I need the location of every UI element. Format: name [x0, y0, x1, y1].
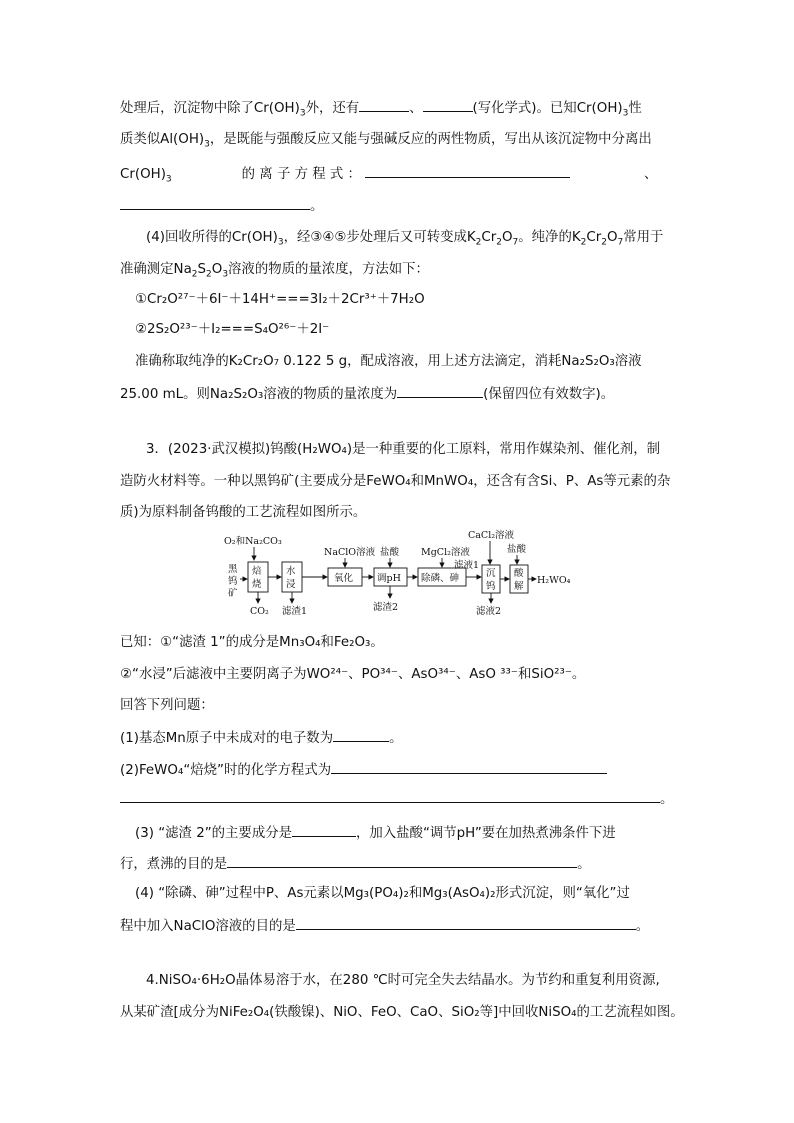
answer-blank[interactable]: [292, 822, 356, 837]
feed-hcl-1: 盐酸: [380, 547, 400, 558]
q3-sub-1: (1)基态Mn原子中未成对的电子数为 。: [120, 727, 402, 749]
q2-line-2: 质类似$Al(OH)_3$，是既能与强酸反应又能与强碱反应的两性物质，写出从该沉淀物中分离出: [120, 132, 652, 150]
q3-sub-4: (4) “除磷、砷”过程中P、As元素以Mg₃(PO₄)₂和Mg₃(AsO₄)₂形式沉淀，则“氧化”过: [135, 886, 630, 901]
feed-naclo: NaClO溶液: [324, 547, 376, 558]
acid-label-1: 酸: [514, 568, 524, 579]
filtrate-1-label: 滤液1: [454, 560, 480, 571]
q3-line-2: 造防火材料等。一种以黑钨矿(主要成分是FeWO₄和MnWO₄，还含有含Si、P、As等元素的杂: [120, 474, 671, 489]
q3-line-1: 3．(2023·武汉模拟)钨酸(H₂WO₄)是一种重要的化工原料，常用作媒染剂、催化剂，制: [146, 442, 661, 457]
answer-blank[interactable]: [423, 97, 473, 112]
answer-blank[interactable]: [331, 759, 607, 774]
known-1: 已知：①“滤渣 1”的成分是Mn₃O₄和Fe₂O₃。: [120, 635, 384, 650]
q2-line-4: 。: [120, 195, 323, 217]
remove-p-as-label: 除磷、砷: [421, 573, 460, 584]
feed-cacl2: CaCl₂溶液: [468, 530, 515, 541]
ore-label-3: 矿: [228, 588, 238, 599]
q2-part4-line-1: (4)回收所得的$Cr(OH)_3$，经③④⑤步处理后又可转变成$K_2Cr_2O_7$。纯净的$K_2Cr_2O_7$常用于: [146, 230, 664, 248]
q2-line-1: 处理后，沉淀物中除了$Cr(OH)_3$外，还有 、 (写化学式)。已知$Cr(OH)_3$性: [120, 97, 642, 119]
roast-label-2: 烧: [252, 579, 262, 590]
q2-part4-line-4: 25.00 mL。则Na₂S₂O₃溶液的物质的量浓度为 (保留四位有效数字)。: [120, 383, 614, 405]
answer-blank[interactable]: [365, 163, 570, 178]
filtrate-2-label: 滤液2: [476, 606, 502, 617]
ore-label-1: 黑: [228, 564, 238, 575]
feed-hcl-2: 盐酸: [507, 544, 527, 555]
q4-line-2: 从某矿渣[成分为NiFe₂O₄(铁酸镍)、NiO、FeO、CaO、SiO₂等]中回收NiSO₄的工艺流程如图。: [120, 1005, 684, 1020]
q2-line-3: $Cr(OH)_3$ 的 离 子 方 程 式 ： 、: [120, 163, 657, 185]
answer-blank[interactable]: [333, 727, 389, 742]
answer-blank[interactable]: [120, 788, 660, 803]
answer-blank[interactable]: [397, 383, 483, 398]
q4-line-1: 4.NiSO₄·6H₂O晶体易溶于水，在280 ℃时可完全失去结晶水。为节约和重复利用资源,: [146, 973, 660, 988]
roast-label-1: 焙: [252, 566, 262, 577]
ore-label-2: 钨: [228, 576, 238, 587]
co2-label: CO₂: [250, 606, 269, 617]
precip-label-1: 沉: [486, 568, 496, 579]
answer-prompt: 回答下列问题：: [120, 698, 214, 713]
precip-label-2: 钨: [486, 581, 496, 592]
feed-mgcl2: MgCl₂溶液: [421, 547, 470, 558]
answer-blank[interactable]: [296, 915, 636, 930]
q3-sub-3-cont: 行，煮沸的目的是 。: [120, 853, 591, 875]
feed-o2-na2co3: O₂和Na₂CO₃: [224, 536, 282, 547]
q3-sub-2: (2)FeWO₄“焙烧”时的化学方程式为: [120, 759, 607, 781]
equation-2: ②2S₂O²³⁻＋I₂===S₄O²⁶⁻＋2I⁻: [135, 322, 330, 337]
water-label-1: 水: [286, 566, 296, 577]
water-label-2: 浸: [286, 579, 296, 590]
answer-blank[interactable]: [227, 853, 577, 868]
oxidation-label: 氧化: [334, 573, 354, 584]
known-2: ②“水浸”后滤液中主要阴离子为WO²⁴⁻、PO³⁴⁻、AsO³⁴⁻、AsO ³³⁻和SiO²³⁻。: [120, 667, 586, 682]
residue-2-label: 滤渣2: [373, 602, 399, 613]
q3-sub-4-cont: 程中加入NaClO溶液的目的是 。: [120, 915, 649, 937]
process-flow-diagram: [224, 527, 571, 619]
answer-blank[interactable]: [359, 97, 409, 112]
acid-label-2: 解: [514, 581, 524, 592]
residue-1-label: 滤渣1: [282, 606, 308, 617]
q2-part4-line-2: 准确测定$Na_2S_2O_3$溶液的物质的量浓度，方法如下：: [120, 262, 429, 280]
equation-1: ①Cr₂O²⁷⁻＋6I⁻＋14H⁺===3I₂＋2Cr³⁺＋7H₂O: [135, 292, 425, 307]
q3-sub-2-cont: 。: [120, 788, 673, 810]
q3-line-3: 质)为原料制备钨酸的工艺流程如图所示。: [120, 505, 367, 520]
q2-part4-line-3: 准确称取纯净的K₂Cr₂O₇ 0.122 5 g，配成溶液，用上述方法滴定，消耗Na₂S₂O₃溶液: [135, 354, 642, 369]
answer-blank[interactable]: [120, 195, 310, 210]
adjust-ph-label: 调pH: [377, 573, 401, 584]
product-label: H₂WO₄: [537, 575, 571, 586]
q3-sub-3: (3) “滤渣 2”的主要成分是 ，加入盐酸“调节pH”要在加热煮沸条件下进: [135, 822, 616, 844]
